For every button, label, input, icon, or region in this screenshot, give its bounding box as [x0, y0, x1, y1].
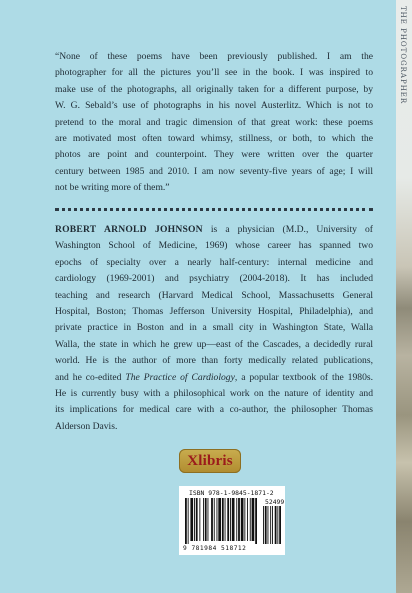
barcode-bar	[225, 498, 226, 541]
barcode-bar	[247, 498, 248, 541]
barcode-bar	[268, 506, 269, 544]
barcode-bar	[190, 498, 193, 541]
barcode-bar	[263, 506, 264, 544]
quote-line: century between 1985 and 2010. I am now seventy-five years of age; I will	[55, 165, 373, 177]
barcode-bar	[205, 498, 207, 541]
quote-line: W. G. Sebald’s use of photographs in his novel Austerlitz. Which is not to	[55, 100, 373, 112]
barcode-bar	[272, 506, 273, 544]
bio-line: private practice in Boston and in a small city in Washington State, Walla	[55, 322, 373, 334]
spine-title: THE PHOTOGRAPHER	[399, 6, 407, 105]
bio-line: world. He is the author of more than forty medically related publications,	[55, 355, 373, 367]
barcode-bar	[222, 498, 224, 541]
quote-line: pretend to the moral and tragic dimension of that great work: these poems	[55, 116, 373, 128]
isbn-text: ISBN 978-1-9845-1871-2	[189, 489, 274, 497]
bio-line: He is currently busy with a philosophical work on the nature of identity and	[55, 388, 373, 400]
barcode-bar	[214, 498, 215, 541]
barcode-bar	[185, 498, 187, 544]
quote-line: photos are point and counterpoint. They were written over the quarter	[55, 149, 373, 161]
barcode-bar	[217, 498, 218, 541]
barcode-bar	[241, 498, 244, 541]
publisher-logo	[179, 449, 241, 473]
barcode-bar	[211, 498, 213, 541]
author-bio	[55, 222, 373, 435]
quote-line: are motivated most often toward whimsy, stillness, or both, to which the	[55, 133, 373, 145]
barcode-bar	[227, 498, 229, 541]
bio-line: Walla, the state in which he grew up—east of the Cascades, a decidedly rural	[55, 338, 373, 350]
author-name: ROBERT ARNOLD JOHNSON	[55, 224, 203, 235]
barcode-bar	[199, 498, 200, 541]
barcode-digits: 9 781984 518712	[183, 545, 247, 552]
quote-line: not be writing more of them.”	[55, 182, 170, 194]
author-quote	[55, 49, 373, 197]
quote-line: photographer for all the pictures you’ll see in the book. I was inspired to	[55, 67, 373, 79]
bio-line	[55, 370, 373, 386]
barcode-bar	[279, 506, 281, 544]
bio-line: Hospital, Boston; Thomas Jefferson University Hospital, Philadelphia), and	[55, 306, 373, 318]
barcode-bar	[218, 498, 221, 541]
book-spine	[396, 0, 412, 593]
isbn-barcode	[179, 486, 285, 555]
barcode-bar	[236, 498, 237, 541]
barcode-bar	[255, 498, 257, 544]
bio-line-rest: is a physician (M.D., University of	[202, 224, 373, 235]
bio-line: its implications for medical care with a co-author, the philosopher Thomas	[55, 404, 373, 416]
bio-text: and he co-edited	[55, 371, 126, 383]
barcode-bar	[238, 498, 240, 541]
barcode-bar	[203, 498, 204, 541]
bio-line: teaching and research (Harvard Medical School, Massachusetts General	[55, 289, 373, 301]
barcode-bar	[196, 498, 198, 541]
barcode-bar	[232, 498, 235, 541]
barcode-bar	[265, 506, 267, 544]
quote-line: make use of the photographs, all originally taken for a different purpose, by	[55, 83, 373, 95]
bio-line	[55, 222, 373, 238]
barcode-bar	[208, 498, 209, 541]
barcode-bar	[194, 498, 195, 541]
barcode-bars	[185, 498, 281, 544]
barcode-bar	[277, 506, 278, 544]
bio-line: epochs of specialty over a nearly half-century: internal medicine and	[55, 256, 373, 268]
dotted-divider	[55, 208, 373, 211]
barcode-bar	[270, 506, 271, 544]
bio-text: , a popular textbook of the 1980s.	[234, 371, 373, 383]
bio-line: Washington School of Medicine, 1969) whose career has spanned two	[55, 240, 373, 252]
barcode-bar	[230, 498, 231, 541]
barcode-bar	[275, 506, 277, 544]
book-title: The Practice of Cardiology	[125, 371, 235, 383]
publisher-name: Xlibris	[187, 452, 233, 469]
barcode-bar	[250, 498, 251, 541]
barcode-bar	[252, 498, 255, 541]
quote-line: “None of these poems have been previously published. I am the	[55, 51, 373, 62]
barcode-bar	[244, 498, 245, 541]
bio-line: Alderson Davis.	[55, 420, 118, 432]
bio-line: cardiology (1969-2001) and psychiatry (2004-2018). It has included	[55, 273, 373, 285]
barcode-bar	[188, 498, 189, 544]
price-code: 52499	[265, 498, 285, 506]
